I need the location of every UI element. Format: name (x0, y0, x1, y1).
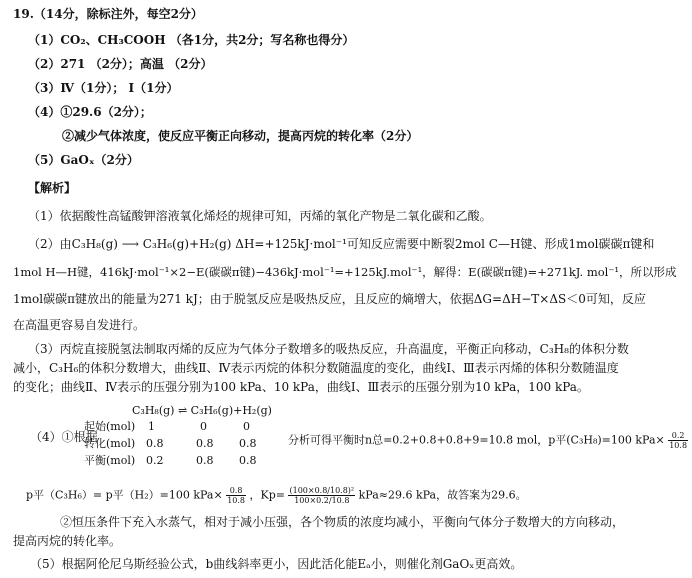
kp-text-c: kPa≈29.6 kPa，故答案为29.6。 (358, 488, 527, 502)
fraction-c3h8 (668, 431, 688, 450)
analysis-p4b1: ②恒压条件下充入水蒸气，相对于减小压强，各个物质的浓度均减小，平衡向气体分子数增大的方向移动， (60, 515, 625, 529)
row-equilibrium-v3: 0.8 (239, 454, 257, 467)
answer-1: （1）CO₂、CH₃COOH （各1分，共2分；写名称也得分） (28, 33, 355, 47)
fraction-c3h8-den: 10.8 (669, 441, 688, 450)
row-converted-v3: 0.8 (239, 437, 257, 450)
analysis-p4b2: 提高丙烷的转化率。 (13, 534, 122, 548)
kp-text-b: ，Kp= (249, 488, 285, 502)
row-equilibrium-v1: 0.2 (146, 454, 164, 467)
row-initial-v3: 0 (243, 420, 250, 433)
row-label-initial: 起始(mol) (84, 420, 136, 433)
row-converted-v1: 0.8 (146, 437, 164, 450)
analysis-p3a: （3）丙烷直接脱氢法制取丙烯的反应为气体分子数增多的吸热反应，升高温度，平衡正向移动，C₃H₈的体积分数 (28, 342, 629, 356)
fraction-kp (288, 486, 355, 505)
analysis-p1: （1）依据酸性高锰酸钾溶液氧化烯烃的规律可知，丙烯的氧化产物是二氧化碳和乙酸。 (28, 209, 492, 223)
fraction-kp-num: (100×0.8/10.8)² (289, 486, 355, 495)
fraction-kp-den: 100×0.2/10.8 (294, 496, 350, 505)
fraction-c3h6 (226, 486, 246, 505)
analysis-title: 【解析】 (28, 181, 77, 195)
row-label-converted: 转化(mol) (84, 437, 136, 450)
analysis-p2a: （2）由C₃H₈(g) ⟶ C₃H₆(g)+H₂(g) ΔH=+125kJ·mol⁻¹可知反应需要中断裂2mol C—H键、形成1mol碳碳π键和 (28, 237, 655, 251)
row-label-equilibrium: 平衡(mol) (84, 454, 136, 467)
analysis-p2b: 1mol H—H键，416kJ·mol⁻¹×2−E(碳碳π键)−436kJ·mol⁻¹=+125kJ.mol⁻¹，解得：E(碳碳π键)=+271kJ. mol⁻¹，所以形成 (13, 265, 677, 279)
analysis-p2d: 在高温更容易自发进行。 (13, 318, 146, 332)
analysis-p5: （5）根据阿伦尼乌斯经验公式，b曲线斜率更小，因此活化能Eₐ小，则催化剂GaOₓ更高效。 (30, 557, 523, 571)
answer-4: （4）①29.6（2分）； (28, 105, 152, 119)
row-initial-v2: 0 (200, 420, 207, 433)
row-initial-v1: 1 (148, 420, 155, 433)
analysis-p4-prefix: （4）①根据 (30, 430, 98, 444)
analysis-p4-kp (26, 486, 527, 505)
fraction-c3h6-den: 10.8 (227, 496, 245, 505)
answer-4b: ②减少气体浓度，使反应平衡正向移动，提高丙烷的转化率（2分） (62, 129, 419, 143)
fraction-c3h8-num: 0.2 (668, 431, 688, 441)
equilibrium-equation: C₃H₈(g) ⇌ C₃H₆(g)+H₂(g) (132, 404, 272, 417)
question-header: 19.（14分，除标注外，每空2分） (13, 7, 203, 21)
row-converted-v2: 0.8 (196, 437, 214, 450)
answer-5: （5）GaOₓ（2分） (28, 153, 139, 167)
analysis-p3c: 的变化；曲线Ⅱ、Ⅳ表示的压强分别为100 kPa、10 kPa，曲线Ⅰ、Ⅲ表示的压强分别为10 kPa，100 kPa。 (13, 380, 589, 394)
answer-3: （3）Ⅳ（1分）； Ⅰ（1分） (28, 81, 179, 95)
analysis-p4-right (288, 431, 688, 450)
analysis-p4-right-text: 分析可得平衡时n总=0.2+0.8+0.8+9=10.8 mol，p平(C₃H₈)=100 kPa× (288, 433, 665, 447)
answer-2: （2）271 （2分）；高温 （2分） (28, 57, 213, 71)
kp-text-a: p平（C₃H₆）= p平（H₂）=100 kPa× (26, 488, 223, 502)
analysis-p3b: 减小，C₃H₆的体积分数增大，曲线Ⅱ、Ⅳ表示丙烷的体积分数随温度的变化，曲线Ⅰ、Ⅲ表示丙烯的体积分数随温度 (13, 361, 619, 375)
row-equilibrium-v2: 0.8 (196, 454, 214, 467)
fraction-c3h6-num: 0.8 (226, 486, 246, 496)
analysis-p2c: 1mol碳碳π键放出的能量为271 kJ；由于脱氢反应是吸热反应，且反应的熵增大，依据ΔG=ΔH−T×ΔS＜0可知，反应 (13, 292, 646, 306)
